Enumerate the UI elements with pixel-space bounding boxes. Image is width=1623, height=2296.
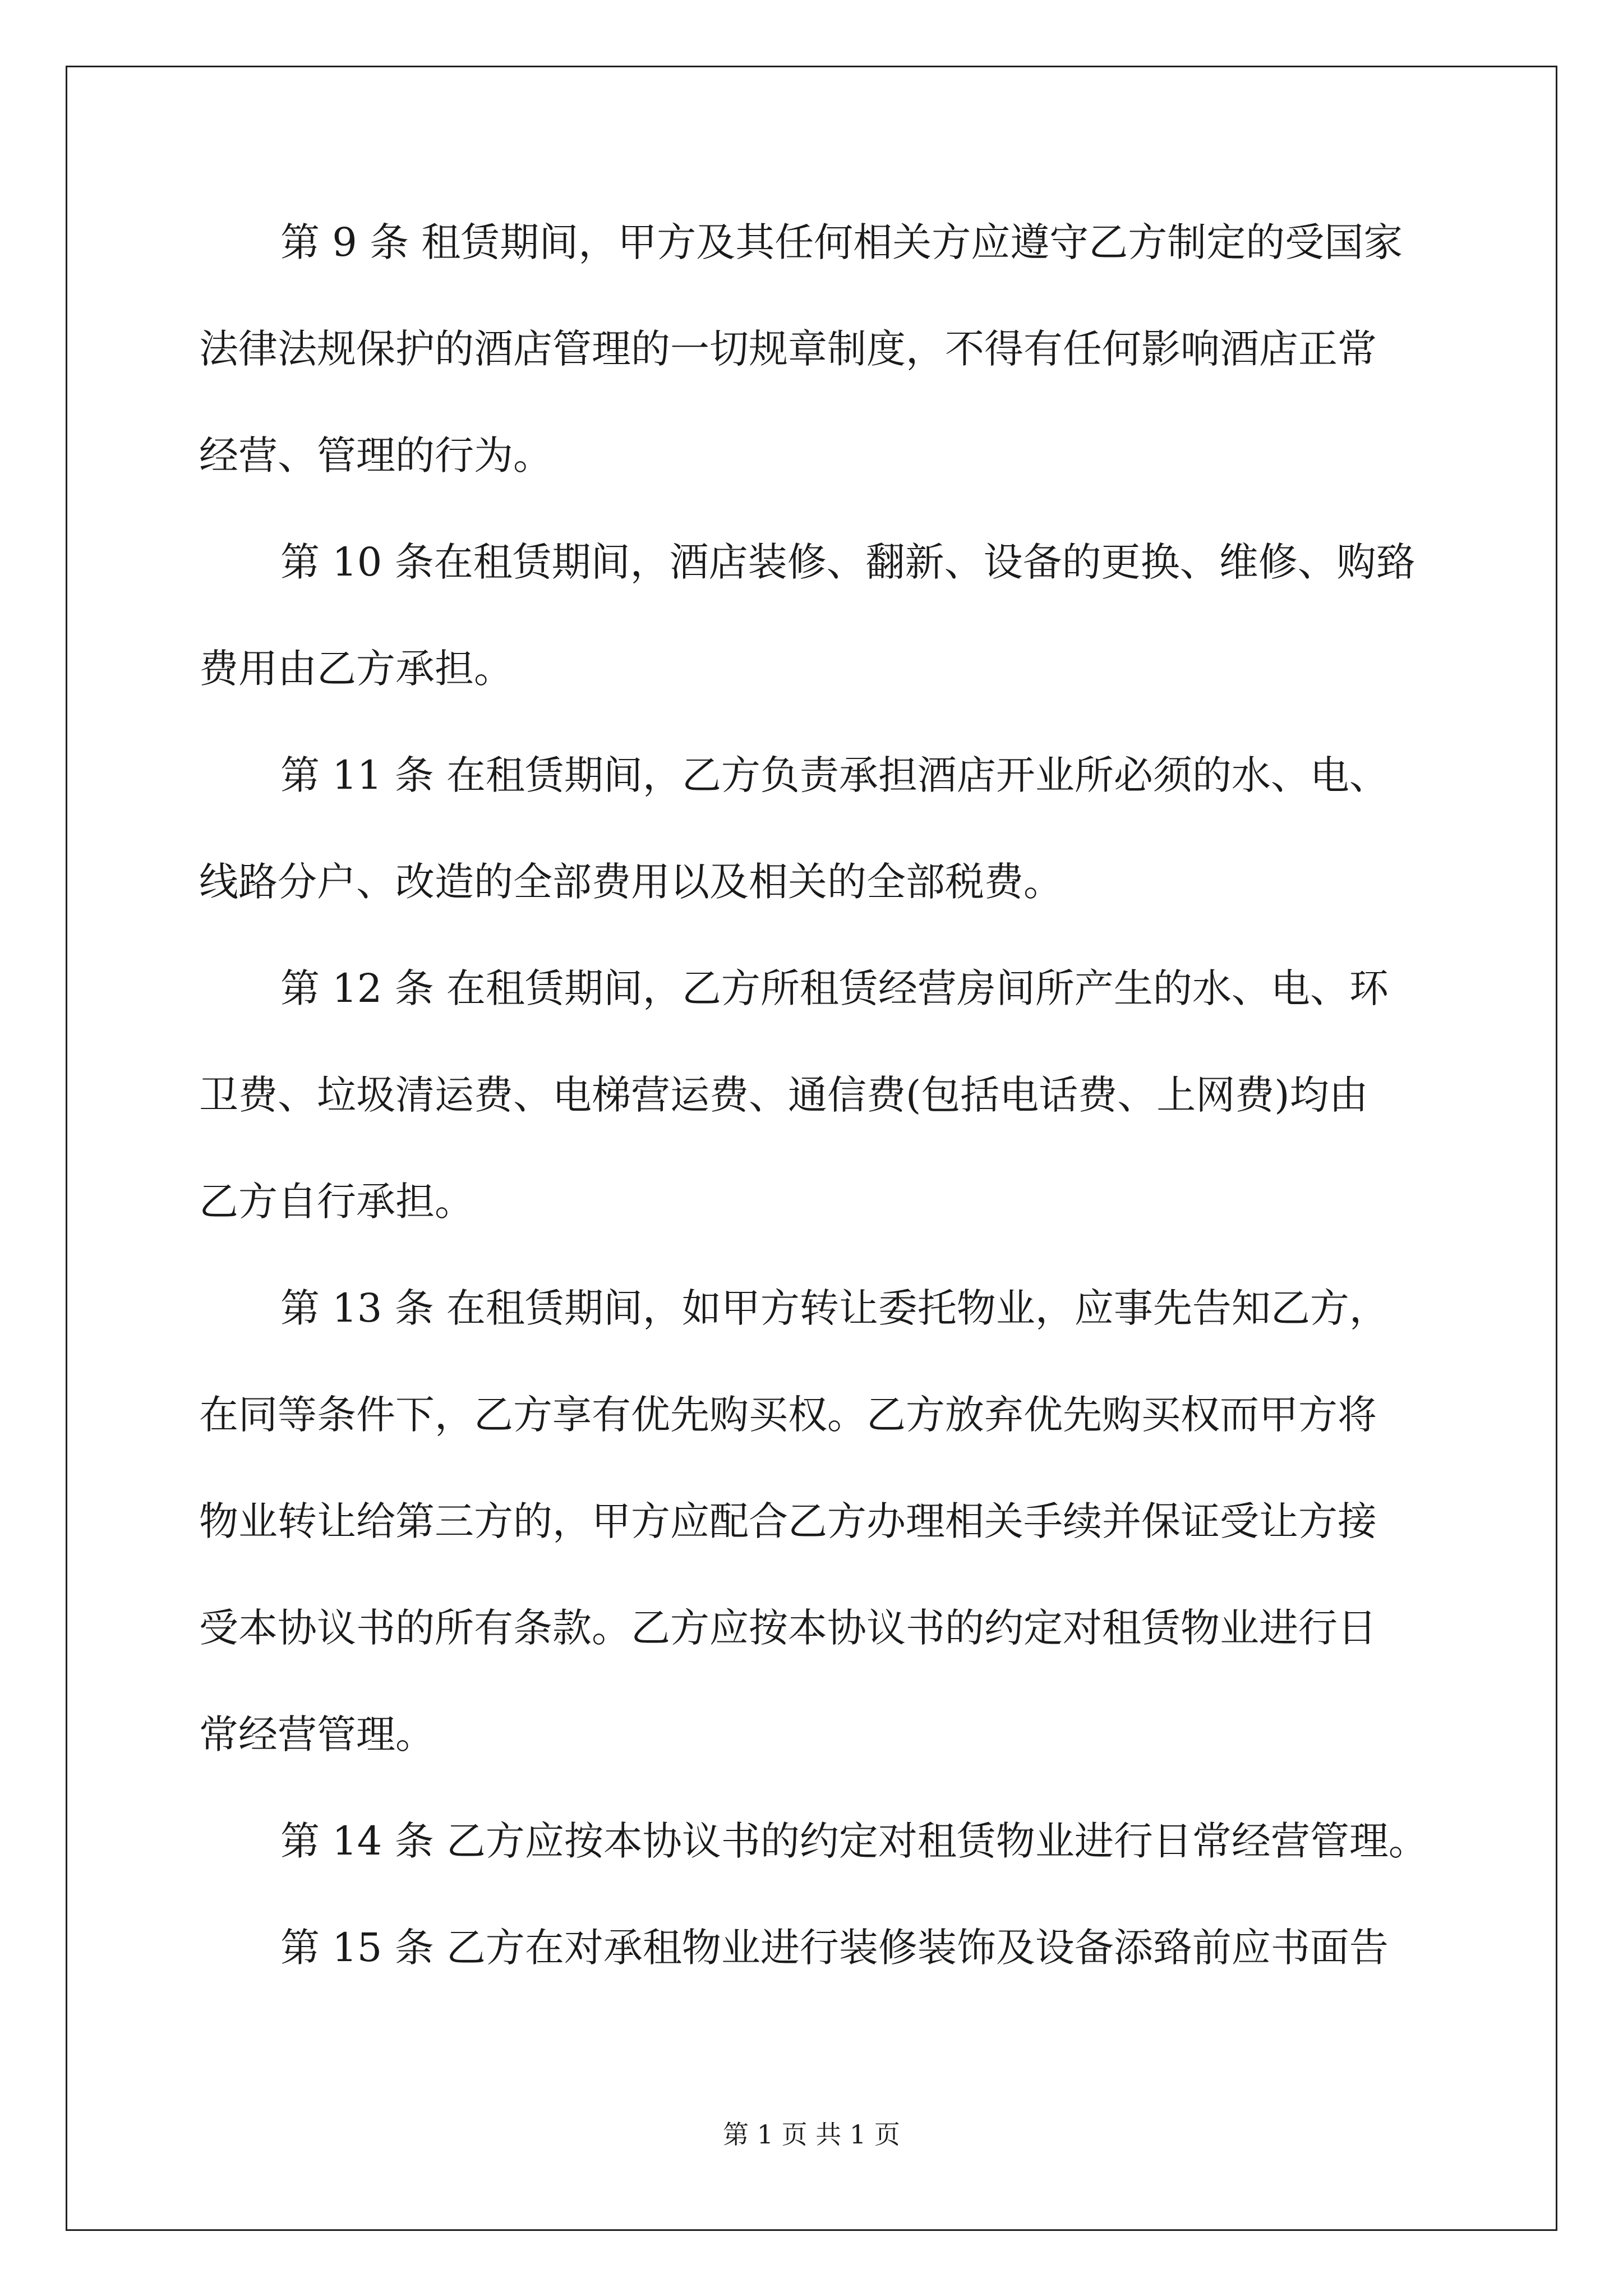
- document-body: [199, 216, 1427, 2028]
- paragraph-line: 第 9 条 租赁期间，甲方及其任何相关方应遵守乙方制定的受国家: [280, 219, 1403, 265]
- paragraph-line: 在同等条件下，乙方享有优先购买权。乙方放弃优先购买权而甲方将: [199, 1392, 1377, 1438]
- paragraph-line: 受本协议书的所有条款。乙方应按本协议书的约定对租赁物业进行日: [199, 1605, 1377, 1651]
- paragraph-line: 卫费、垃圾清运费、电梯营运费、通信费(包括电话费、上网费)均由: [199, 1072, 1368, 1118]
- article-11-paragraph: [199, 749, 1427, 909]
- paragraph-line: 物业转让给第三方的，甲方应配合乙方办理相关手续并保证受让方接: [199, 1498, 1377, 1544]
- article-15-paragraph: [199, 1921, 1427, 1975]
- article-13-paragraph: [199, 1282, 1427, 1761]
- paragraph-line: 经营、管理的行为。: [199, 432, 552, 478]
- paragraph-line: 常经营管理。: [199, 1711, 435, 1757]
- article-10-paragraph: [199, 536, 1427, 696]
- article-9-paragraph: [199, 216, 1427, 482]
- paragraph-line: 第 12 条 在租赁期间，乙方所租赁经营房间所产生的水、电、环: [280, 965, 1389, 1011]
- article-14-paragraph: [199, 1815, 1427, 1868]
- paragraph-line: 第 10 条在租赁期间，酒店装修、翻新、设备的更换、维修、购臵: [280, 539, 1415, 585]
- page-number-footer: 第 1 页 共 1 页: [723, 2119, 900, 2150]
- paragraph-line: 乙方自行承担。: [199, 1179, 474, 1225]
- paragraph-line: 线路分户、改造的全部费用以及相关的全部税费。: [199, 859, 1063, 905]
- paragraph-line: 费用由乙方承担。: [199, 646, 513, 692]
- paragraph-line: 第 13 条 在租赁期间，如甲方转让委托物业，应事先告知乙方，: [280, 1285, 1389, 1331]
- article-12-paragraph: [199, 962, 1427, 1228]
- paragraph-line: 法律法规保护的酒店管理的一切规章制度，不得有任何影响酒店正常: [199, 326, 1377, 372]
- paragraph-line: 第 14 条 乙方应按本协议书的约定对租赁物业进行日常经营管理。: [280, 1818, 1428, 1864]
- paragraph-line: 第 11 条 在租赁期间，乙方负责承担酒店开业所必须的水、电、: [280, 752, 1389, 798]
- paragraph-line: 第 15 条 乙方在对承租物业进行装修装饰及设备添臵前应书面告: [280, 1925, 1389, 1971]
